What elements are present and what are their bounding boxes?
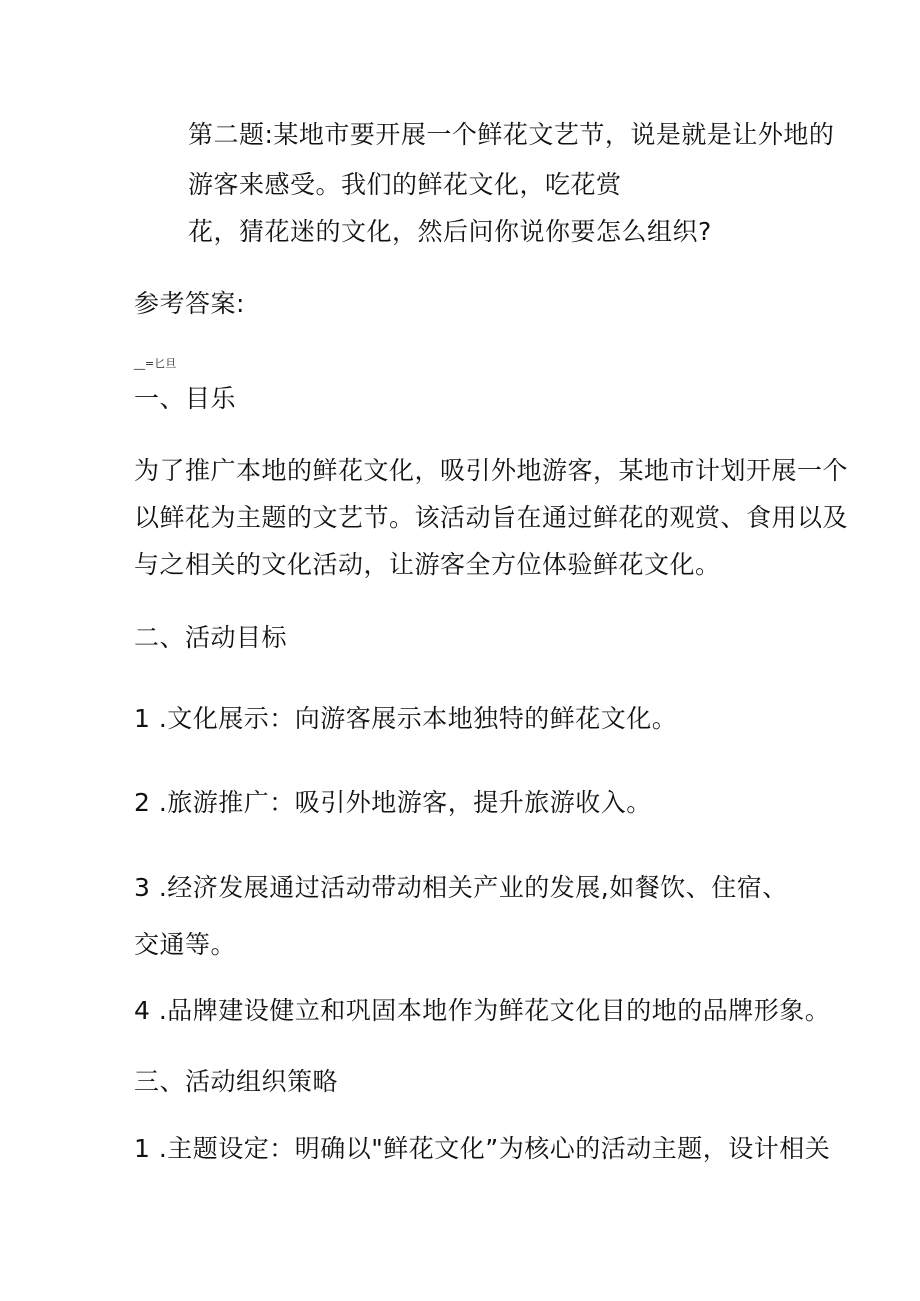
section-2-item-1: 1 .文化展示：向游客展示本地独特的鲜花文化。 bbox=[134, 704, 678, 733]
section-1-paragraph-line-2: 以鲜花为主题的文艺节。该活动旨在通过鲜花的观赏、食用以及 bbox=[134, 503, 849, 532]
section-2-item-3-continued: 交通等。 bbox=[134, 930, 237, 959]
section-2-item-3: 3 .经济发展通过活动带动相关产业的发展,如餐饮、住宿、 bbox=[134, 873, 788, 902]
section-2-item-4: 4 .品牌建设健立和巩固本地作为鲜花文化目的地的品牌形象。 bbox=[134, 996, 831, 1025]
section-3-heading: 三、活动组织策略 bbox=[134, 1067, 339, 1096]
question-line-3: 花，猜花迷的文化，然后问你说你要怎么组织? bbox=[188, 217, 712, 246]
answer-label: 参考答案: bbox=[134, 289, 245, 318]
section-1-paragraph-line-3: 与之相关的文化活动，让游客全方位体验鲜花文化。 bbox=[134, 550, 721, 579]
scan-artifact-text: __=匕旦 bbox=[134, 357, 177, 370]
question-line-2: 游客来感受。我们的鲜花文化，吃花赏 bbox=[188, 170, 622, 199]
section-3-item-1: 1 .主题设定：明确以"鲜花文化”为核心的活动主题，设计相关 bbox=[134, 1134, 831, 1163]
section-2-heading: 二、活动目标 bbox=[134, 623, 288, 652]
section-1-heading: 一、目乐 bbox=[134, 384, 237, 413]
question-line-1: 第二题:某地市要开展一个鲜花文艺节，说是就是让外地的 bbox=[188, 120, 835, 149]
section-1-paragraph-line-1: 为了推广本地的鲜花文化，吸引外地游客，某地市计划开展一个 bbox=[134, 456, 849, 485]
section-2-item-2: 2 .旅游推广：吸引外地游客，提升旅游收入。 bbox=[134, 788, 652, 817]
